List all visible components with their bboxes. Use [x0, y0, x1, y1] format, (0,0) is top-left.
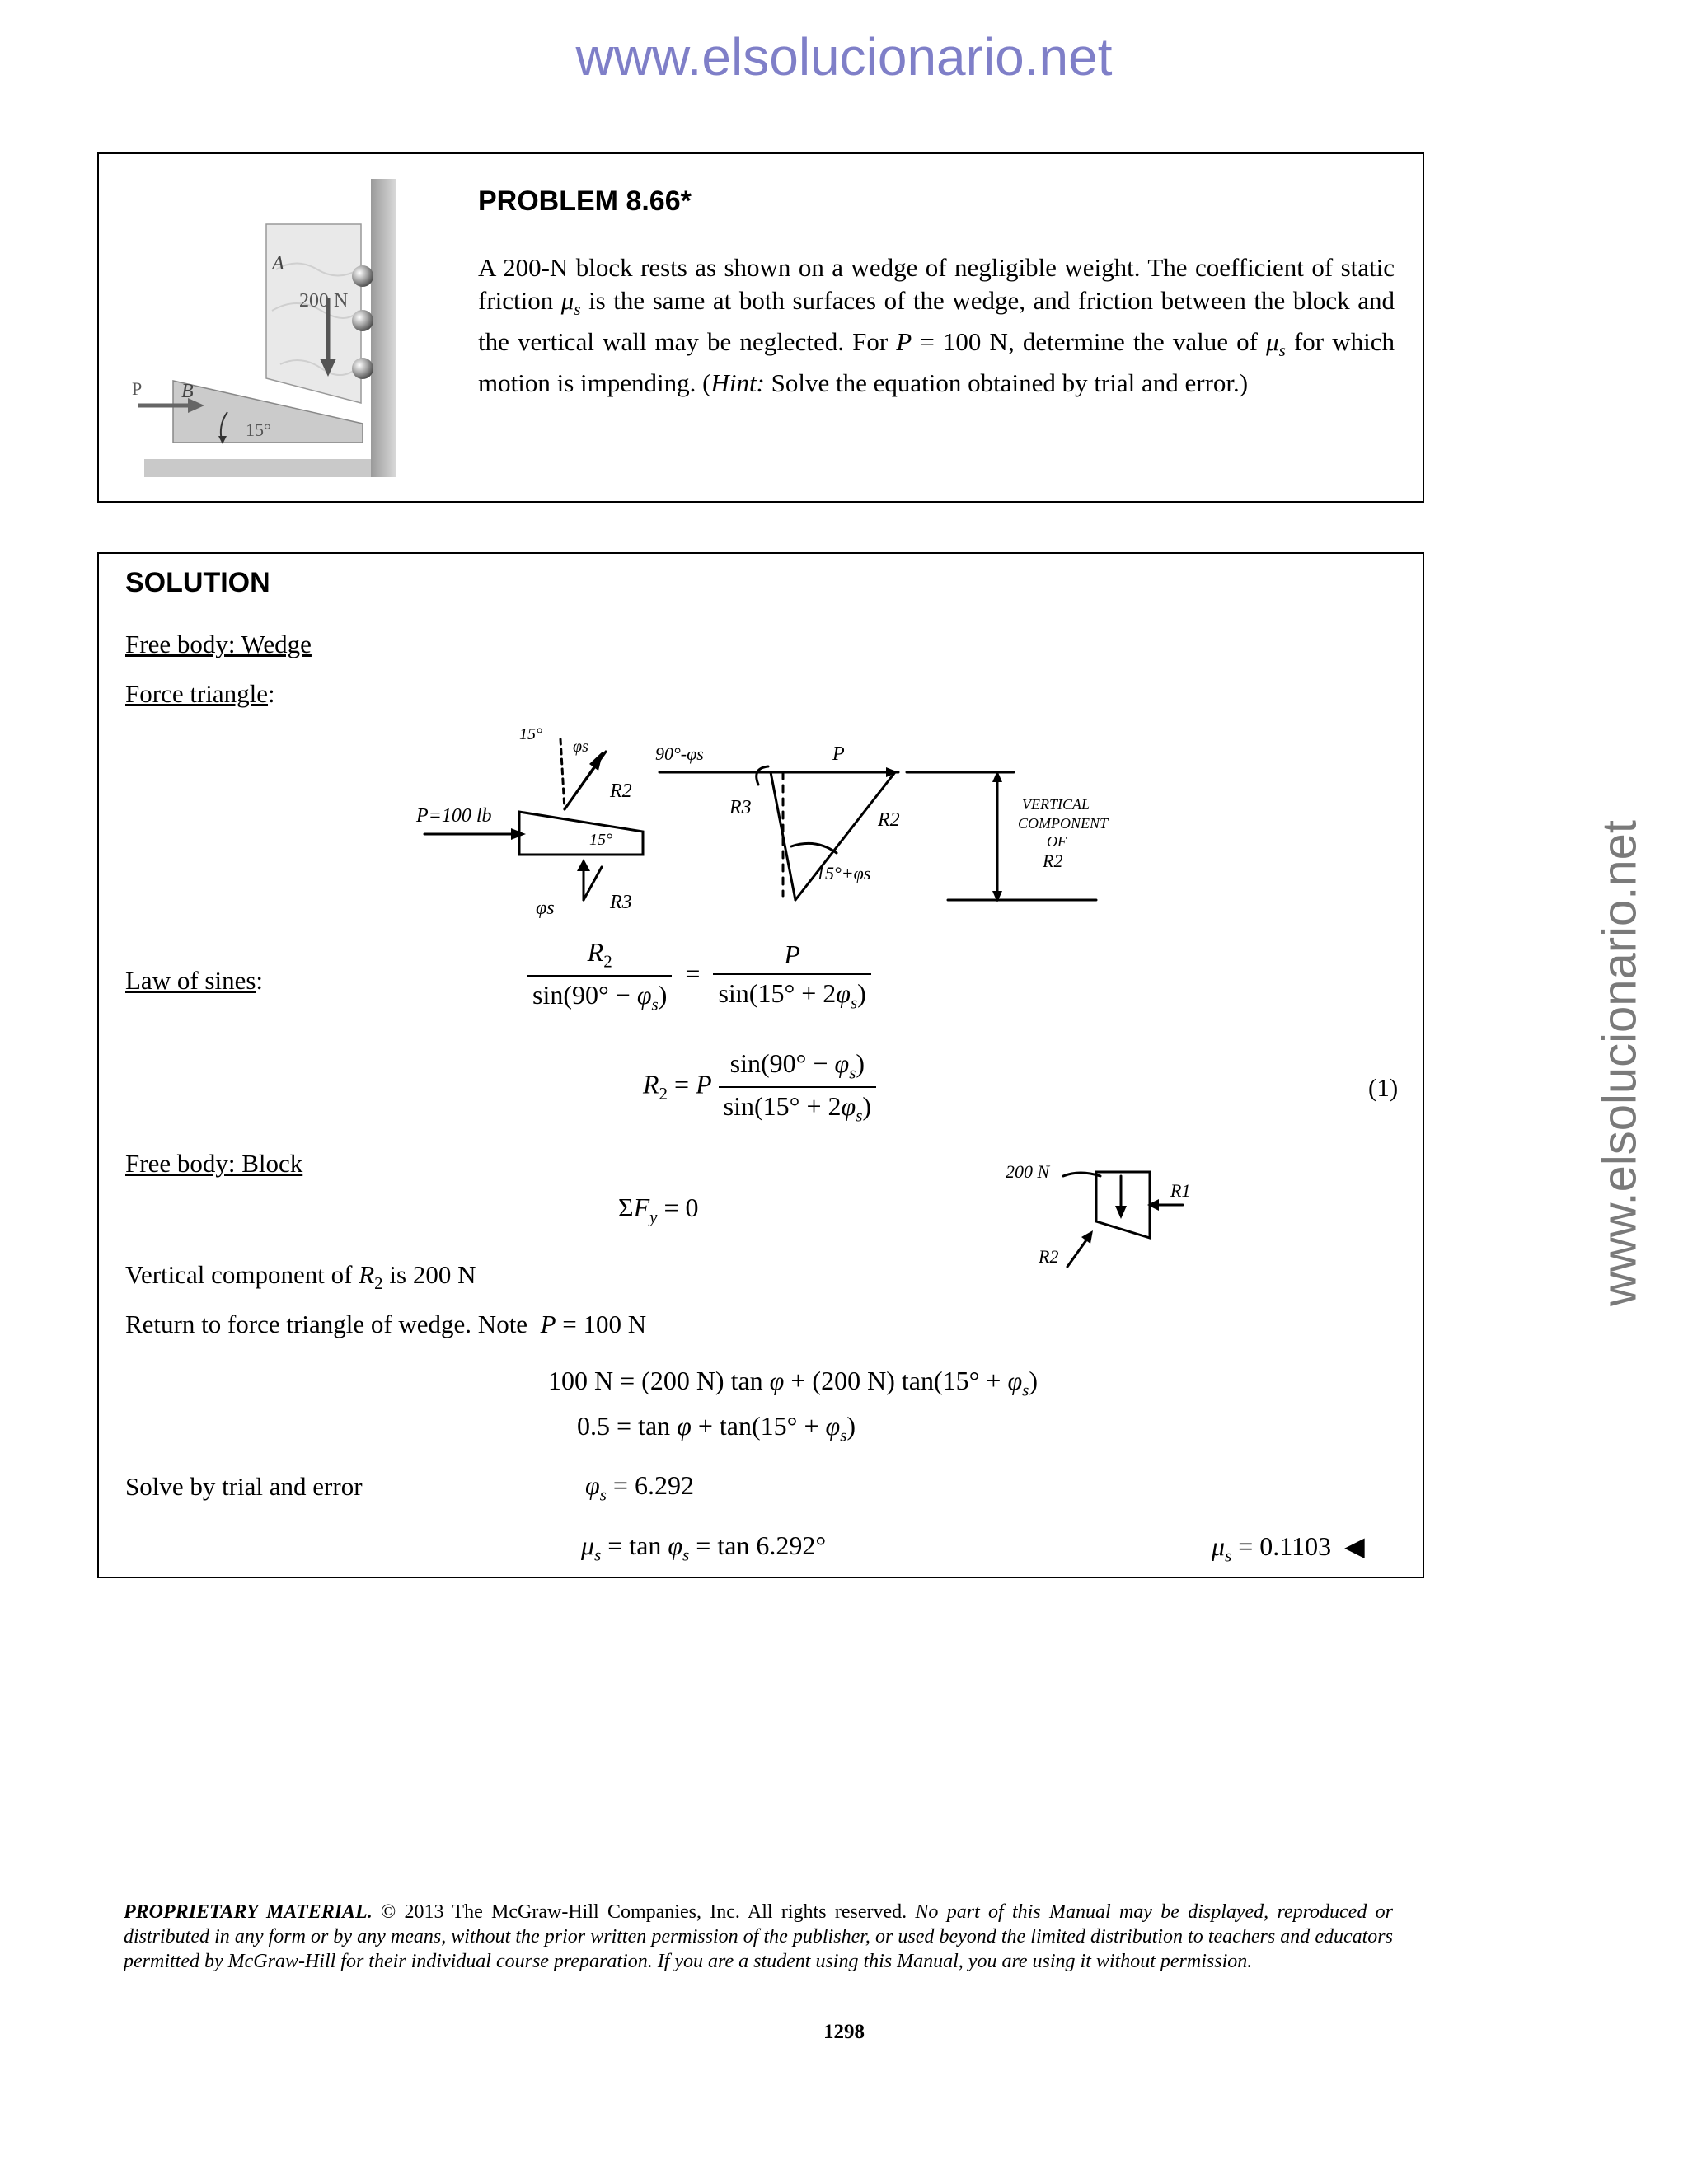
sketch-phi-top: φs: [573, 738, 588, 756]
sketch-angle-bottom: 15°+φs: [816, 863, 871, 883]
r2-equation: $R_2 = P$ $\frac{\sin(90^\circ - \varphi_s)}{\sin(15^\circ + 2\varphi_s)}$: [643, 1048, 876, 1127]
label-angle: 15°: [246, 419, 271, 440]
sketch-angle-15-top: 15°: [519, 725, 542, 743]
sketch-r2-right: R2: [878, 809, 900, 831]
sketch-r2-block: R2: [1039, 1246, 1059, 1267]
force-triangle-label: Force triangle:: [125, 679, 275, 708]
wall-shape: [371, 179, 396, 477]
label-weight: 200 N: [299, 290, 349, 312]
roller-3: [352, 358, 373, 379]
law-of-sines-label: Law of sines:: [125, 966, 264, 995]
sketch-wedge: [519, 812, 643, 855]
free-body-wedge-label: Free body: Wedge: [125, 630, 312, 658]
sketch-r1: R1: [1170, 1180, 1191, 1201]
sketch-p-label: P: [832, 743, 845, 765]
sketch-angle-15: 15°: [589, 831, 612, 849]
sketch-block: [1096, 1172, 1150, 1238]
mu-equation: $\mu_s = \tan \varphi_s = \tan 6.292^\circ$: [581, 1530, 827, 1565]
sketch-vertical-1: VERTICAL: [1022, 796, 1090, 813]
solution-box: [97, 552, 1424, 1578]
sketch-vertical-4: R2: [1043, 851, 1063, 871]
trial-error-text: Solve by trial and error: [125, 1472, 363, 1501]
sketch-r3-right: R3: [729, 797, 752, 818]
solution-title: SOLUTION: [125, 567, 270, 598]
problem-text: A 200-N block rests as shown on a wedge of negligible weight. The coefficient of static friction $\mu_s$ is the same at both surfaces of the wedge, and friction between the block and the vertical wall may be neglected. For P = 100 N, determine the value of $\mu_s$ for which motion is impending. (Hint: Solve the equation obtained by trial and error.): [478, 253, 1395, 398]
sum-fy-equation: $\Sigma F_y = 0$: [618, 1193, 699, 1227]
equation-100n: 100 N = (200 N) tan φ + (200 N) $\tan(15^\circ + \varphi_s)$: [548, 1366, 1038, 1400]
proprietary-notice: PROPRIETARY MATERIAL. © 2013 The McGraw-Hill Companies, Inc. All rights reserved. No part of this Manual may be displayed, reproduced or distributed in any form or by any means, without the prior written permission of the publisher, or used beyond the limited distribution to teachers and educators permitted by McGraw-Hill for their individual course preparation. If you are a student using this Manual, you are using it without permission.: [124, 1901, 1393, 1972]
sketch-vertical-3: OF: [1047, 833, 1067, 850]
law-of-sines-equation: $\frac{R_2}{\sin(90^\circ - \varphi_s)}$ = $\frac{P}{\sin(15^\circ + 2\varphi_s)}$: [528, 937, 871, 1015]
label-a: A: [272, 253, 284, 274]
floor-shape: [144, 459, 396, 477]
vertical-component-text: Vertical component of $R_2$ is 200 N: [125, 1260, 476, 1294]
label-p: P: [132, 378, 143, 399]
sketch-r3-left: R3: [610, 892, 632, 913]
problem-title: PROBLEM 8.66*: [478, 185, 692, 217]
sketch-p-load: P=100 lb: [416, 805, 492, 827]
block-sketch: [1006, 1151, 1253, 1275]
problem-box: [97, 152, 1424, 503]
sketch-block-weight: 200 N: [1006, 1161, 1050, 1182]
roller-1: [352, 265, 373, 287]
equation-number: (1): [1368, 1073, 1399, 1102]
watermark-top: www.elsolucionario.net: [575, 27, 1113, 87]
sketch-angle-top: 90°-φs: [655, 743, 704, 764]
equation-0-5: $0.5 = \tan \varphi + \tan(15^\circ + \varphi_s)$: [577, 1411, 856, 1446]
force-triangle-sketch: [404, 723, 1228, 921]
sketch-vertical-2: COMPONENT: [1018, 815, 1109, 832]
block-a-shape: [266, 224, 361, 403]
return-text: Return to force triangle of wedge. Note P = 100 N: [125, 1310, 647, 1338]
final-answer: $\mu_s = 0.1103$ ◀: [1212, 1531, 1365, 1566]
page-number: 1298: [823, 2021, 865, 2043]
label-b: B: [181, 381, 194, 402]
sketch-phi-bottom: φs: [536, 898, 555, 919]
problem-figure: [124, 179, 470, 484]
roller-2: [352, 310, 373, 331]
free-body-block-label: Free body: Block: [125, 1149, 303, 1178]
phi-result: $\varphi_s = 6.292$: [585, 1470, 694, 1505]
sketch-r2-left: R2: [610, 780, 632, 802]
